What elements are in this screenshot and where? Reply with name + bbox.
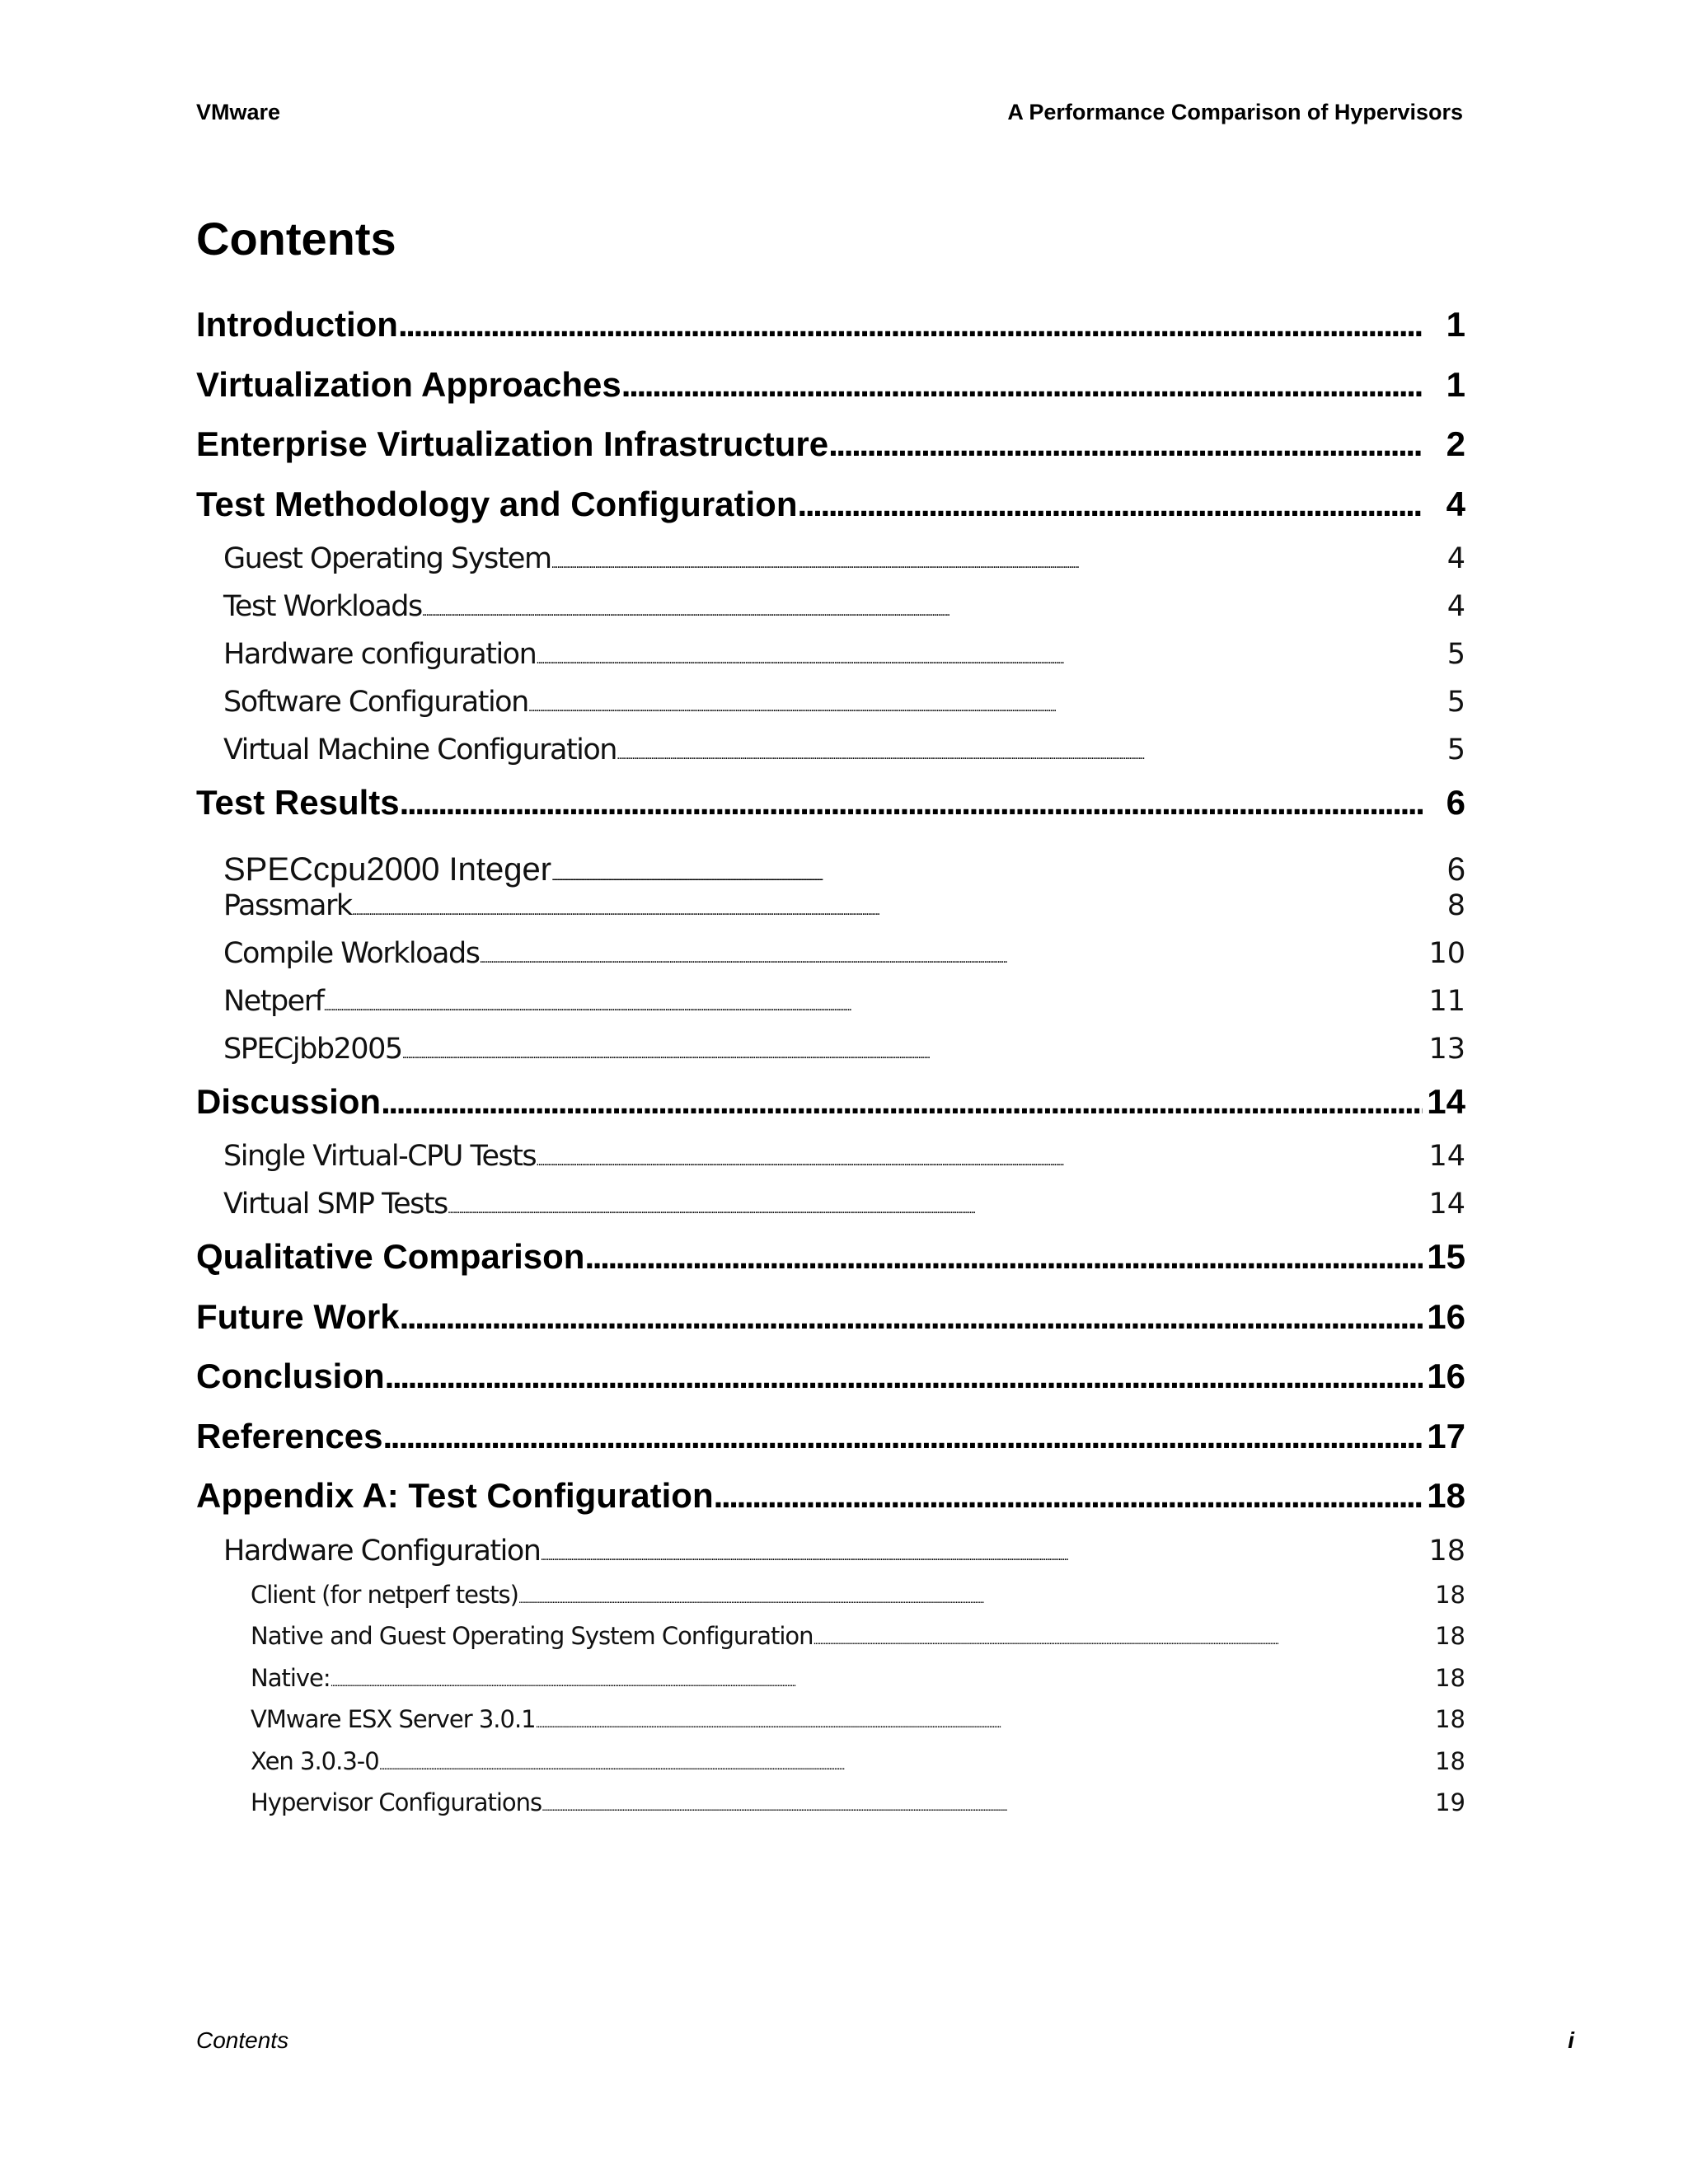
toc-entry-page-number: 5	[1447, 686, 1465, 719]
dot-leader	[714, 1476, 1423, 1516]
toc-entry-page-number: 15	[1427, 1237, 1465, 1276]
dot-leader	[536, 654, 1432, 667]
toc-entry-level-3[interactable]	[196, 1657, 1465, 1699]
toc-entry-label: Virtualization Approaches	[196, 364, 621, 404]
dot-leader	[551, 558, 1432, 571]
toc-entry-page-number: 11	[1428, 984, 1465, 1018]
toc-entry-label: Xen 3.0.3-0	[251, 1746, 379, 1775]
toc-entry-label: Native:	[251, 1663, 331, 1692]
toc-entry-label: Test Workloads	[223, 590, 422, 623]
toc-entry-label: Qualitative Comparison	[196, 1237, 585, 1276]
toc-entry-label: Test Results	[196, 783, 400, 822]
toc-entry-label: Hardware configuration	[223, 638, 537, 671]
toc-entry-level-2[interactable]	[196, 977, 1465, 1024]
toc-entry-level-2[interactable]	[196, 1024, 1465, 1072]
dot-leader	[402, 1048, 1429, 1062]
toc-entry-label: Test Methodology and Configuration	[196, 484, 798, 523]
toc-entry-level-3[interactable]	[196, 1699, 1465, 1741]
toc-entry-level-1[interactable]	[196, 1072, 1465, 1132]
dot-leader	[536, 1718, 1435, 1730]
toc-entry-page-number: 14	[1428, 1188, 1465, 1221]
toc-entry-page-number: 17	[1427, 1416, 1465, 1455]
footer-section-name: Contents	[196, 2027, 289, 2053]
toc-entry-label: References	[196, 1416, 383, 1455]
toc-entry-level-1[interactable]	[196, 415, 1465, 475]
toc-entry-label: Enterprise Virtualization Infrastructure	[196, 424, 829, 463]
dot-leader	[797, 485, 1423, 524]
toc-entry-page-number: 16	[1427, 1357, 1465, 1395]
dot-leader	[479, 953, 1428, 966]
toc-entry-page-number: 14	[1427, 1081, 1465, 1121]
toc-entry-label: Compile Workloads	[223, 936, 480, 970]
toc-entry-page-number: 1	[1446, 305, 1465, 344]
toc-entry-page-number: 5	[1447, 733, 1465, 766]
toc-entry-page-number: 10	[1428, 936, 1465, 970]
dot-leader	[352, 905, 1432, 918]
toc-entry-page-number: 18	[1435, 1663, 1465, 1692]
toc-entry-level-2[interactable]	[196, 630, 1465, 677]
toc-entry-page-number: 4	[1447, 590, 1465, 623]
toc-entry-page-number: 18	[1435, 1580, 1465, 1609]
toc-entry-label: Hypervisor Configurations	[251, 1788, 542, 1816]
toc-entry-level-3[interactable]	[196, 1741, 1465, 1783]
footer-page-number: i	[1568, 2027, 1574, 2053]
toc-entry-label: Netperf	[223, 984, 324, 1018]
toc-entry-label: Introduction	[196, 305, 398, 344]
toc-entry-level-1[interactable]	[196, 1347, 1465, 1407]
dot-leader	[379, 1760, 1435, 1772]
toc-entry-label: Virtual SMP Tests	[223, 1188, 448, 1221]
dot-leader	[385, 1357, 1423, 1396]
toc-entry-level-3[interactable]	[196, 1782, 1465, 1824]
header-company: VMware	[196, 99, 281, 124]
dot-leader	[382, 1417, 1423, 1456]
toc-entry-level-2[interactable]	[196, 677, 1465, 725]
toc-entry-level-3[interactable]	[196, 1574, 1465, 1616]
toc-entry-label: Virtual Machine Configuration	[223, 733, 617, 766]
dot-leader	[518, 1594, 1435, 1605]
toc-entry-label: Client (for netperf tests)	[251, 1580, 518, 1609]
dot-leader	[323, 1001, 1428, 1014]
toc-entry-level-1[interactable]	[196, 475, 1465, 535]
toc-entry-page-number: 2	[1446, 424, 1465, 463]
toc-entry-level-3[interactable]	[196, 1615, 1465, 1657]
toc-entry-level-1[interactable]	[196, 1287, 1465, 1347]
dot-leader	[828, 424, 1423, 464]
toc-entry-level-2[interactable]	[196, 1179, 1465, 1227]
toc-entry-page-number: 18	[1435, 1705, 1465, 1733]
table-of-contents	[196, 295, 1465, 1824]
dot-leader	[542, 1802, 1435, 1813]
toc-entry-label: Passmark	[223, 888, 352, 922]
toc-entry-page-number: 6	[1446, 783, 1465, 822]
dot-leader	[551, 869, 1432, 883]
header-document-title: A Performance Comparison of Hypervisors	[1007, 99, 1463, 124]
toc-entry-label: Future Work	[196, 1296, 400, 1336]
toc-entry-level-2[interactable]	[196, 1132, 1465, 1179]
toc-entry-page-number: 18	[1428, 1534, 1465, 1568]
toc-entry-page-number: 4	[1446, 484, 1465, 523]
toc-entry-label: SPECcpu2000 Integer	[223, 851, 552, 888]
toc-entry-level-2[interactable]	[196, 1526, 1465, 1574]
toc-entry-page-number: 13	[1428, 1032, 1465, 1066]
toc-entry-label: Hardware Configuration	[223, 1534, 541, 1568]
dot-leader	[540, 1550, 1428, 1563]
toc-entry-label: Discussion	[196, 1081, 382, 1121]
running-footer	[196, 2026, 1574, 2055]
toc-entry-page-number: 4	[1447, 542, 1465, 575]
toc-entry-page-number: 5	[1447, 638, 1465, 671]
dot-leader	[400, 783, 1423, 823]
toc-entry-page-number: 14	[1428, 1140, 1465, 1173]
dot-leader	[528, 701, 1432, 715]
toc-entry-label: Appendix A: Test Configuration	[196, 1476, 714, 1515]
toc-entry-page-number: 1	[1446, 364, 1465, 404]
toc-entry-label: VMware ESX Server 3.0.1	[251, 1705, 536, 1733]
toc-entry-label: Single Virtual-CPU Tests	[223, 1140, 537, 1173]
dot-leader	[584, 1237, 1423, 1277]
toc-entry-level-2[interactable]	[196, 534, 1465, 582]
dot-leader	[617, 749, 1432, 762]
toc-entry-level-2[interactable]	[196, 929, 1465, 977]
toc-entry-label: Guest Operating System	[223, 542, 551, 575]
toc-entry-level-1[interactable]	[196, 1227, 1465, 1287]
page-title: Contents	[196, 213, 396, 265]
toc-entry-page-number: 16	[1427, 1296, 1465, 1336]
toc-entry-level-1[interactable]	[196, 355, 1465, 415]
dot-leader	[814, 1635, 1436, 1647]
toc-entry-level-2[interactable]	[196, 833, 1465, 888]
toc-entry-page-number: 18	[1427, 1476, 1465, 1515]
dot-leader	[422, 606, 1432, 619]
toc-entry-level-1[interactable]	[196, 1466, 1465, 1526]
toc-entry-level-2[interactable]	[196, 582, 1465, 630]
toc-entry-page-number: 18	[1435, 1746, 1465, 1775]
dot-leader	[398, 305, 1423, 344]
toc-entry-label: Software Configuration	[223, 686, 528, 719]
toc-entry-label: Conclusion	[196, 1357, 385, 1395]
dot-leader	[400, 1297, 1423, 1337]
dot-leader	[536, 1155, 1428, 1169]
toc-entry-page-number: 8	[1447, 888, 1465, 922]
toc-entry-page-number: 19	[1435, 1788, 1465, 1816]
running-header	[196, 97, 1463, 127]
toc-entry-label: SPECjbb2005	[223, 1032, 402, 1066]
toc-entry-page-number: 18	[1435, 1622, 1465, 1650]
dot-leader	[621, 365, 1423, 405]
toc-entry-level-1[interactable]	[196, 295, 1465, 355]
dot-leader	[331, 1677, 1435, 1689]
dot-leader	[448, 1203, 1429, 1216]
toc-entry-level-1[interactable]	[196, 1407, 1465, 1467]
toc-entry-page-number: 6	[1447, 851, 1465, 888]
toc-entry-level-1[interactable]	[196, 773, 1465, 833]
toc-entry-level-2[interactable]	[196, 725, 1465, 773]
dot-leader	[381, 1082, 1423, 1122]
toc-entry-label: Native and Guest Operating System Configuration	[251, 1622, 814, 1650]
